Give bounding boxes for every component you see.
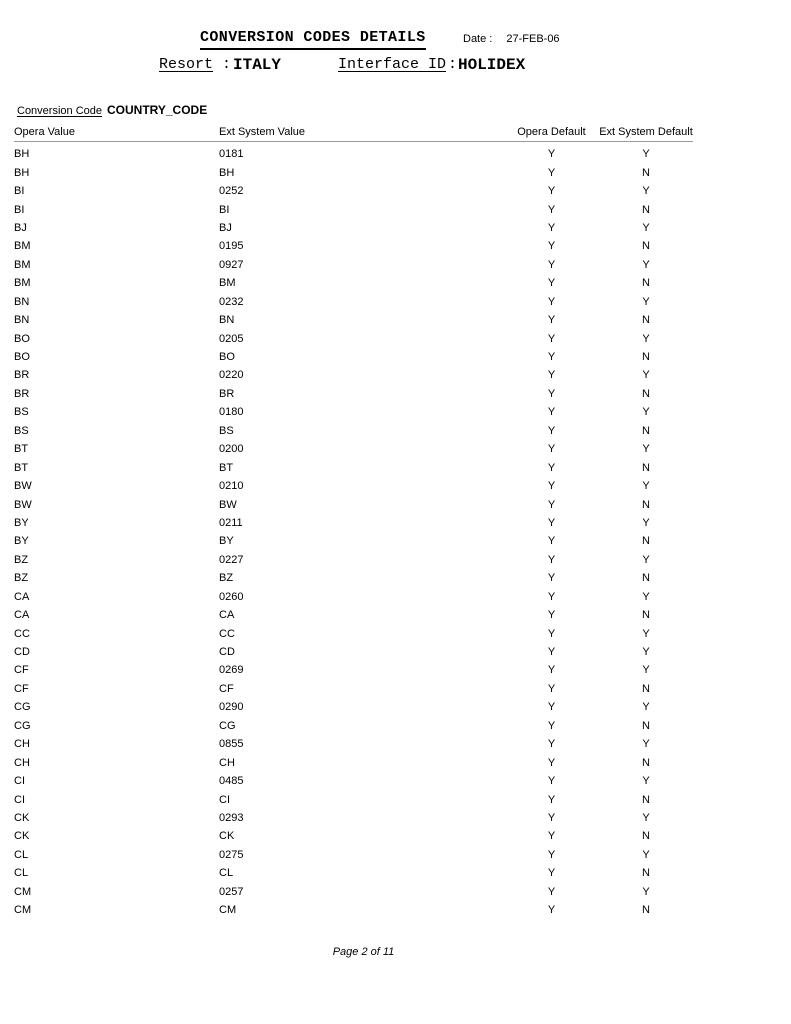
table-cell: 0293 (219, 811, 244, 824)
table-row (14, 624, 693, 642)
table-cell: BM (14, 258, 31, 271)
interface-id-value: HOLIDEX (458, 56, 526, 74)
table-row (14, 901, 693, 919)
table-cell: 0485 (219, 775, 244, 788)
table-cell: 0210 (219, 480, 244, 493)
table-cell: 0205 (219, 332, 244, 345)
table-row (14, 827, 693, 845)
table-cell: N (642, 277, 650, 290)
table-row (14, 329, 693, 347)
table-cell: CL (219, 867, 234, 880)
table-cell: BS (14, 406, 29, 419)
table-cell: CK (14, 830, 30, 843)
table-cell: N (642, 498, 650, 511)
table-cell: BT (14, 461, 29, 474)
table-cell: Y (547, 203, 556, 216)
table-cell: BM (14, 240, 31, 253)
table-row (14, 385, 693, 403)
table-cell: BO (219, 351, 235, 364)
table-cell: Y (642, 516, 650, 529)
table-cell: CI (14, 775, 25, 788)
table-cell: N (642, 166, 650, 179)
table-cell: BT (14, 443, 29, 456)
table-cell: CL (14, 848, 29, 861)
table-cell: BZ (219, 572, 234, 585)
table-cell: Y (547, 516, 556, 529)
table-cell: N (642, 904, 650, 917)
table-row (14, 588, 693, 606)
table-cell: BO (14, 351, 30, 364)
table-cell: CA (219, 609, 235, 622)
table-cell: BW (14, 480, 32, 493)
table-cell: BY (219, 535, 234, 548)
table-header-row (14, 126, 693, 142)
table-cell: Y (642, 369, 650, 382)
table-row (14, 514, 693, 532)
table-cell: Y (547, 498, 556, 511)
table-cell: BY (14, 535, 29, 548)
table-cell: N (642, 535, 650, 548)
table-cell: BS (219, 424, 234, 437)
table-cell: CK (14, 811, 30, 824)
table-cell: BN (14, 295, 30, 308)
table-cell: 0260 (219, 590, 244, 603)
table-cell: BI (14, 185, 25, 198)
table-cell: Y (642, 258, 650, 271)
column-header-opera-value: Opera Value (14, 126, 75, 138)
table-cell: Y (642, 885, 650, 898)
table-body (14, 145, 693, 919)
table-cell: Y (547, 443, 556, 456)
table-cell: BT (219, 461, 234, 474)
table-row (14, 274, 693, 292)
table-cell: 0927 (219, 258, 244, 271)
table-cell: Y (547, 664, 556, 677)
table-cell: CG (14, 719, 31, 732)
table-cell: Y (547, 830, 556, 843)
table-cell: CK (219, 830, 235, 843)
table-cell: 0257 (219, 885, 244, 898)
table-row (14, 606, 693, 624)
table-row (14, 458, 693, 476)
table-cell: Y (547, 609, 556, 622)
table-cell: BN (219, 314, 235, 327)
table-cell: Y (547, 258, 556, 271)
table-cell: Y (547, 646, 556, 659)
table-cell: Y (642, 701, 650, 714)
table-cell: Y (642, 332, 650, 345)
table-row (14, 790, 693, 808)
table-cell: BJ (219, 221, 232, 234)
table-cell: Y (547, 682, 556, 695)
table-cell: 0252 (219, 185, 244, 198)
table-cell: Y (547, 406, 556, 419)
table-cell: 0275 (219, 848, 244, 861)
table-cell: BI (14, 203, 25, 216)
table-cell: CG (219, 719, 236, 732)
table-cell: Y (642, 221, 650, 234)
table-cell: N (642, 609, 650, 622)
table-cell: Y (547, 719, 556, 732)
table-cell: BO (14, 332, 30, 345)
table-cell: BN (14, 314, 30, 327)
table-row (14, 569, 693, 587)
table-row (14, 643, 693, 661)
table-cell: 0181 (219, 148, 244, 161)
table-cell: BH (14, 148, 30, 161)
table-cell: N (642, 203, 650, 216)
table-cell: BR (14, 369, 30, 382)
table-cell: Y (547, 811, 556, 824)
table-cell: 0180 (219, 406, 244, 419)
conversion-code-value: COUNTRY_CODE (107, 103, 208, 117)
column-header-opera-default: Opera Default (517, 126, 586, 138)
table-row (14, 293, 693, 311)
table-cell: Y (547, 185, 556, 198)
table-row (14, 717, 693, 735)
table-cell: CG (14, 701, 31, 714)
conversion-codes-table (14, 126, 693, 919)
table-cell: Y (642, 406, 650, 419)
table-cell: BM (219, 277, 236, 290)
table-cell: Y (547, 295, 556, 308)
table-cell: Y (547, 701, 556, 714)
table-cell: Y (547, 424, 556, 437)
table-cell: CF (219, 682, 234, 695)
table-row (14, 477, 693, 495)
table-cell: Y (547, 314, 556, 327)
table-row (14, 495, 693, 513)
page-indicator: Page 2 of 11 (332, 946, 395, 958)
table-cell: Y (547, 738, 556, 751)
table-row (14, 864, 693, 882)
table-cell: Y (642, 295, 650, 308)
table-row (14, 366, 693, 384)
table-row (14, 809, 693, 827)
table-cell: Y (547, 535, 556, 548)
table-cell: CM (14, 904, 32, 917)
table-cell: CA (14, 590, 30, 603)
table-cell: BR (219, 387, 235, 400)
table-cell: N (642, 387, 650, 400)
table-cell: Y (547, 332, 556, 345)
table-row (14, 237, 693, 255)
table-cell: 0855 (219, 738, 244, 751)
date-value: 27-FEB-06 (506, 33, 560, 45)
conversion-code-row (0, 103, 791, 119)
table-cell: Y (547, 461, 556, 474)
table-row (14, 219, 693, 237)
resort-colon: : (222, 56, 232, 73)
table-cell: 0269 (219, 664, 244, 677)
table-cell: Y (547, 572, 556, 585)
table-cell: Y (547, 867, 556, 880)
table-cell: Y (642, 185, 650, 198)
date-label: Date : (463, 33, 493, 45)
table-cell: CC (14, 627, 30, 640)
table-cell: 0290 (219, 701, 244, 714)
table-row (14, 422, 693, 440)
column-header-ext-system-default: Ext System Default (599, 126, 693, 138)
table-cell: N (642, 314, 650, 327)
table-cell: Y (642, 590, 650, 603)
table-row (14, 256, 693, 274)
table-cell: BY (14, 516, 29, 529)
date-group (463, 33, 560, 45)
table-cell: CC (219, 627, 235, 640)
table-cell: 0220 (219, 369, 244, 382)
resort-value: ITALY (233, 56, 282, 74)
table-cell: BR (14, 387, 30, 400)
table-row (14, 403, 693, 421)
table-cell: N (642, 240, 650, 253)
table-cell: Y (547, 793, 556, 806)
table-cell: Y (547, 351, 556, 364)
table-cell: BZ (14, 572, 29, 585)
table-cell: BJ (14, 221, 27, 234)
column-header-ext-system-value: Ext System Value (219, 126, 305, 138)
interface-id-label: Interface ID (338, 56, 447, 73)
table-cell: 0200 (219, 443, 244, 456)
table-cell: Y (547, 166, 556, 179)
table-cell: BS (14, 424, 29, 437)
table-cell: N (642, 793, 650, 806)
table-cell: 0232 (219, 295, 244, 308)
table-cell: BM (14, 277, 31, 290)
table-cell: CA (14, 609, 30, 622)
table-cell: CH (14, 756, 30, 769)
page-title: CONVERSION CODES DETAILS (200, 29, 426, 50)
table-row (14, 532, 693, 550)
table-cell: Y (642, 148, 650, 161)
table-cell: BW (219, 498, 237, 511)
table-cell: CL (14, 867, 29, 880)
resort-label: Resort (159, 56, 214, 73)
table-cell: Y (642, 775, 650, 788)
table-cell: N (642, 682, 650, 695)
table-cell: BI (219, 203, 230, 216)
table-row (14, 145, 693, 163)
table-cell: BH (219, 166, 235, 179)
table-cell: Y (642, 480, 650, 493)
table-cell: Y (547, 480, 556, 493)
table-cell: 0227 (219, 553, 244, 566)
table-cell: Y (642, 443, 650, 456)
table-cell: Y (547, 369, 556, 382)
table-cell: Y (642, 646, 650, 659)
table-cell: CM (14, 885, 32, 898)
table-cell: Y (547, 221, 556, 234)
table-cell: Y (547, 848, 556, 861)
table-cell: Y (547, 387, 556, 400)
table-cell: CM (219, 904, 237, 917)
table-cell: Y (547, 553, 556, 566)
table-cell: Y (547, 756, 556, 769)
table-cell: BH (14, 166, 30, 179)
table-row (14, 661, 693, 679)
table-cell: Y (642, 738, 650, 751)
table-cell: N (642, 830, 650, 843)
report-meta-row (0, 56, 791, 76)
table-cell: Y (547, 240, 556, 253)
table-row (14, 698, 693, 716)
table-cell: Y (547, 775, 556, 788)
table-cell: Y (547, 148, 556, 161)
table-cell: CI (14, 793, 25, 806)
table-row (14, 551, 693, 569)
table-row (14, 163, 693, 181)
table-cell: CD (14, 646, 30, 659)
table-cell: Y (642, 627, 650, 640)
table-cell: CI (219, 793, 230, 806)
table-cell: N (642, 756, 650, 769)
table-cell: N (642, 719, 650, 732)
table-cell: Y (642, 553, 650, 566)
table-cell: Y (642, 848, 650, 861)
table-cell: N (642, 424, 650, 437)
table-cell: 0211 (219, 516, 243, 529)
table-cell: Y (642, 664, 650, 677)
table-cell: 0195 (219, 240, 244, 253)
table-cell: Y (547, 627, 556, 640)
table-cell: CH (219, 756, 235, 769)
table-row (14, 753, 693, 771)
table-cell: Y (642, 811, 650, 824)
table-row (14, 311, 693, 329)
table-row (14, 772, 693, 790)
table-row (14, 348, 693, 366)
table-cell: Y (547, 904, 556, 917)
table-row (14, 883, 693, 901)
table-cell: N (642, 867, 650, 880)
table-row (14, 846, 693, 864)
table-cell: Y (547, 885, 556, 898)
table-row (14, 440, 693, 458)
table-row (14, 680, 693, 698)
table-cell: BZ (14, 553, 29, 566)
table-cell: BW (14, 498, 32, 511)
table-cell: CD (219, 646, 235, 659)
conversion-code-label: Conversion Code (17, 105, 102, 117)
table-row (14, 735, 693, 753)
table-cell: CH (14, 738, 30, 751)
table-cell: Y (547, 277, 556, 290)
table-cell: N (642, 351, 650, 364)
table-cell: N (642, 572, 650, 585)
table-row (14, 200, 693, 218)
table-row (14, 182, 693, 200)
table-cell: N (642, 461, 650, 474)
table-cell: Y (547, 590, 556, 603)
interface-id-colon: : (448, 56, 458, 73)
table-cell: CF (14, 664, 29, 677)
table-cell: CF (14, 682, 29, 695)
